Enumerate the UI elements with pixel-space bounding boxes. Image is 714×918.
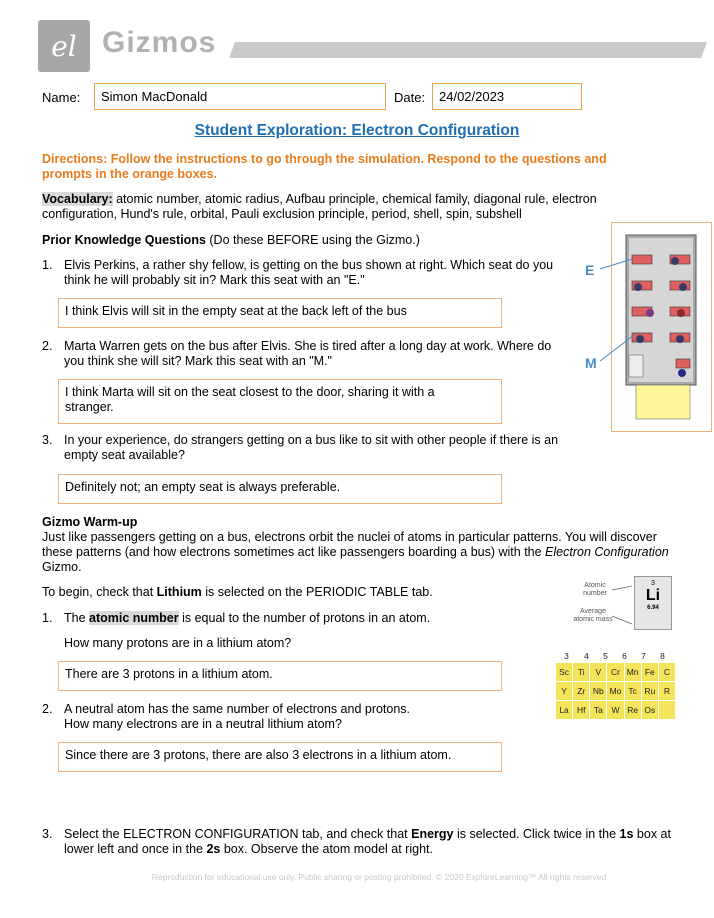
name-label: Name: bbox=[42, 90, 81, 105]
warmup-intro-b: Gizmo. bbox=[42, 560, 82, 574]
warmup-begin-c: is selected on the PERIODIC TABLE tab. bbox=[201, 585, 433, 599]
element-cell: Mo bbox=[607, 682, 623, 700]
element-cell: Zr bbox=[573, 682, 589, 700]
warmup-q1-post: is equal to the number of protons in an atom. bbox=[178, 611, 431, 625]
warmup-q1-highlight: atomic number bbox=[89, 611, 179, 625]
name-value: Simon MacDonald bbox=[101, 89, 208, 104]
group-label: 3 bbox=[564, 651, 569, 661]
prior-q1-answer[interactable]: I think Elvis will sit in the empty seat at the back left of the bus bbox=[58, 298, 502, 328]
name-field[interactable] bbox=[94, 83, 386, 110]
element-cell: Re bbox=[625, 701, 641, 719]
date-value: 24/02/2023 bbox=[439, 89, 505, 104]
prior-q2-number: 2. bbox=[42, 339, 53, 353]
warmup-q3-g: box. Observe the atom model at right. bbox=[220, 842, 433, 856]
passenger-4 bbox=[646, 309, 654, 317]
passenger-7 bbox=[676, 335, 684, 343]
prior-q1-text: Elvis Perkins, a rather shy fellow, is getting on the bus shown at right. Which seat do you think he will probably sit in? Mark this seat with an "E." bbox=[64, 258, 554, 287]
prior-q2-answer[interactable]: I think Marta will sit on the seat closest to the door, sharing it with a stranger. bbox=[58, 379, 502, 424]
element-cell: C bbox=[659, 663, 675, 681]
warmup-intro bbox=[42, 530, 672, 575]
warmup-begin-a: To begin, check that bbox=[42, 585, 157, 599]
element-cell: Tc bbox=[625, 682, 641, 700]
warmup-begin-b: Lithium bbox=[156, 585, 202, 599]
periodic-row bbox=[556, 663, 676, 682]
warmup-intro-em: Electron Configuration bbox=[545, 545, 669, 559]
warmup-q1-answer[interactable]: There are 3 protons in a lithium atom. bbox=[58, 661, 502, 691]
prior-heading-title: Prior Knowledge Questions bbox=[42, 233, 206, 247]
passenger-8 bbox=[678, 369, 686, 377]
element-cell: Hf bbox=[573, 701, 589, 719]
warmup-q3-a: Select the ELECTRON CONFIGURATION tab, and check that bbox=[64, 827, 412, 841]
element-cell: V bbox=[590, 663, 606, 681]
element-cell: Ti bbox=[573, 663, 589, 681]
footer-copyright: Reproduction for educational use only. Public sharing or posting prohibited. © 2020 ExploreLearning™ All rights reserved bbox=[151, 872, 607, 882]
warmup-q1-sub: How many protons are in a lithium atom? bbox=[64, 636, 292, 650]
bus-label-e: E bbox=[585, 262, 595, 278]
passenger-5 bbox=[677, 309, 685, 317]
vocabulary-text: atomic number, atomic radius, Aufbau principle, chemical family, diagonal rule, electron configuration, Hund's rule, orbital, Pauli exclusion principle, period, shell, spin, subshell bbox=[42, 192, 597, 221]
prior-q3-text: In your experience, do strangers getting on a bus like to sit with other people if there is an empty seat available? bbox=[64, 433, 559, 462]
element-cell: Nb bbox=[590, 682, 606, 700]
warmup-q2-answer[interactable]: Since there are 3 protons, there are also 3 electrons in a lithium atom. bbox=[58, 742, 502, 772]
warmup-q3-text bbox=[64, 827, 684, 857]
prior-q1-number: 1. bbox=[42, 258, 53, 272]
element-card-lithium bbox=[634, 576, 672, 630]
element-cell: R bbox=[659, 682, 675, 700]
element-cell: W bbox=[607, 701, 623, 719]
warmup-heading: Gizmo Warm-up bbox=[42, 515, 138, 529]
brand-icon: el bbox=[51, 29, 77, 63]
warmup-q2-line2: How many electrons are in a neutral lithium atom? bbox=[64, 717, 342, 731]
warmup-q2-line1: A neutral atom has the same number of electrons and protons. bbox=[64, 702, 411, 716]
warmup-begin bbox=[42, 585, 433, 600]
date-label: Date: bbox=[394, 90, 426, 105]
group-label: 4 bbox=[584, 651, 589, 661]
element-cell: Fe bbox=[642, 663, 658, 681]
vocabulary bbox=[42, 192, 622, 222]
directions: Directions: Follow the instructions to go through the simulation. Respond to the questions and prompts in the orange boxes. bbox=[42, 152, 607, 181]
group-label: 5 bbox=[603, 651, 608, 661]
periodic-groups-row bbox=[556, 651, 676, 663]
warmup-q3-b: Energy bbox=[411, 827, 454, 841]
prior-heading bbox=[42, 233, 420, 248]
prior-q2-text: Marta Warren gets on the bus after Elvis. She is tired after a long day at work. Where do you think she will sit? Mark this seat with an "M." bbox=[64, 339, 552, 368]
warmup-intro-a: Just like passengers getting on a bus, electrons orbit the nuclei of atoms in particular patterns. You will discover these patterns (and how electrons sometimes act like passengers boarding a bus) with the bbox=[42, 530, 657, 559]
element-number: 3 bbox=[651, 580, 655, 587]
bus-pointer-lines bbox=[598, 255, 638, 367]
element-pointer-lines bbox=[610, 582, 636, 628]
header-bar bbox=[229, 42, 707, 58]
brand-name: Gizmos bbox=[102, 26, 217, 59]
periodic-row bbox=[556, 701, 676, 720]
periodic-row bbox=[556, 682, 676, 701]
prior-q3-answer[interactable]: Definitely not; an empty seat is always preferable. bbox=[58, 474, 502, 504]
warmup-q3-number: 3. bbox=[42, 827, 53, 841]
element-cell: Sc bbox=[556, 663, 572, 681]
element-cell: Y bbox=[556, 682, 572, 700]
vocabulary-label: Vocabulary: bbox=[42, 192, 113, 206]
passenger-1 bbox=[671, 257, 679, 265]
warmup-q3-d: 1s bbox=[619, 827, 634, 841]
element-cell: Mn bbox=[625, 663, 641, 681]
element-mass-label: Average atomic mass bbox=[573, 608, 613, 623]
element-symbol: Li bbox=[645, 587, 661, 604]
element-cell: Os bbox=[642, 701, 658, 719]
warmup-q3-f: 2s bbox=[206, 842, 221, 856]
bus-label-m: M bbox=[585, 355, 597, 371]
element-cell: Ru bbox=[642, 682, 658, 700]
element-mass: 6.94 bbox=[647, 605, 659, 611]
element-cell: Cr bbox=[607, 663, 623, 681]
group-label: 8 bbox=[660, 651, 665, 661]
passenger-3 bbox=[679, 283, 687, 291]
warmup-q1-pre: The bbox=[64, 611, 90, 625]
warmup-q3-e: box at lower left and once in the bbox=[64, 827, 671, 856]
element-cell: Ta bbox=[590, 701, 606, 719]
prior-q3-number: 3. bbox=[42, 433, 53, 447]
warmup-q3-c: is selected. Click twice in the bbox=[453, 827, 620, 841]
page-title: Student Exploration: Electron Configuration bbox=[194, 122, 520, 139]
group-label: 6 bbox=[622, 651, 627, 661]
bus-front bbox=[636, 385, 690, 419]
warmup-q2-number: 2. bbox=[42, 702, 53, 716]
element-cell: La bbox=[556, 701, 572, 719]
group-label: 7 bbox=[641, 651, 646, 661]
brand-logo bbox=[38, 20, 90, 72]
periodic-rows bbox=[556, 663, 676, 720]
element-atomic-label: Atomic number bbox=[583, 582, 607, 597]
prior-heading-note: (Do these BEFORE using the Gizmo.) bbox=[205, 233, 420, 247]
seat-front bbox=[676, 359, 690, 368]
element-cell bbox=[659, 701, 675, 719]
periodic-table-snippet bbox=[556, 651, 676, 721]
warmup-q1-number: 1. bbox=[42, 611, 53, 625]
warmup-q1-text bbox=[64, 611, 430, 626]
date-field[interactable] bbox=[432, 83, 582, 110]
